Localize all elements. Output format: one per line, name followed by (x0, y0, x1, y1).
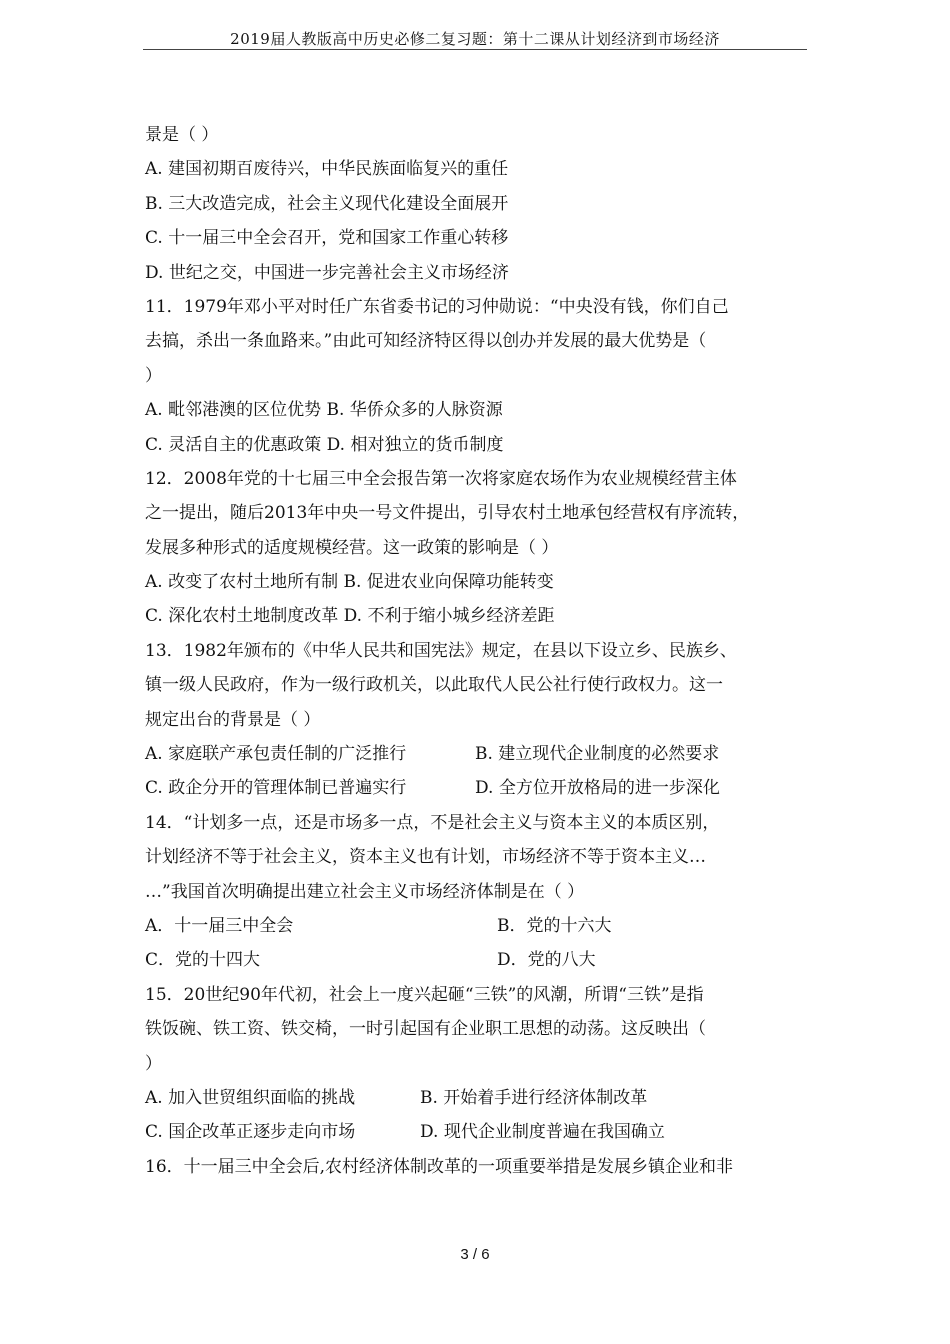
text-line: 景是（ ） (145, 125, 219, 145)
text-line: C. 深化农村土地制度改革 D. 不利于缩小城乡经济差距 (145, 606, 555, 627)
text-line: 之一提出，随后2013年中央一号文件提出，引导农村土地承包经营权有序流转， (145, 503, 750, 524)
text-line: 13．1982年颁布的《中华人民共和国宪法》规定，在县以下设立乡、民族乡、 (145, 640, 737, 661)
text-line: 16．十一届三中全会后,农村经济体制改革的一项重要举措是发展乡镇企业和非 (145, 1156, 734, 1177)
text-line: 15．20世纪90年代初，社会上一度兴起砸“三铁”的风潮，所谓“三铁”是指 (145, 984, 704, 1005)
option-row (145, 1115, 815, 1149)
text-line: B. 三大改造完成，社会主义现代化建设全面展开 (145, 193, 509, 214)
option-left: A. 家庭联产承包责任制的广泛推行 (145, 744, 407, 765)
text-line: C. 十一届三中全会召开，党和国家工作重心转移 (145, 228, 509, 249)
option-right: B．党的十六大 (497, 915, 612, 936)
header-divider (143, 49, 807, 50)
text-line: 规定出台的背景是（ ） (145, 709, 321, 730)
option-right: B. 建立现代企业制度的必然要求 (475, 744, 720, 765)
text-line: A. 毗邻港澳的区位优势 B. 华侨众多的人脉资源 (145, 400, 503, 421)
text-line: C. 灵活自主的优惠政策 D. 相对独立的货币制度 (145, 434, 504, 455)
text-line: D. 世纪之交，中国进一步完善社会主义市场经济 (145, 262, 509, 283)
text-line: ） (145, 365, 162, 386)
text-line: ） (145, 1053, 162, 1074)
option-row (145, 737, 815, 771)
option-right: D. 全方位开放格局的进一步深化 (475, 778, 720, 799)
option-left: C. 政企分开的管理体制已普遍实行 (145, 778, 407, 799)
document-body (145, 118, 815, 1184)
text-line: 12．2008年党的十七届三中全会报告第一次将家庭农场作为农业规模经营主体 (145, 468, 737, 489)
option-row (145, 909, 815, 943)
text-line: …”我国首次明确提出建立社会主义市场经济体制是在（ ） (145, 881, 585, 902)
text-line: 镇一级人民政府，作为一级行政机关，以此取代人民公社行使行政权力。这一 (145, 675, 723, 696)
text-line: 发展多种形式的适度规模经营。这一政策的影响是（ ） (145, 537, 559, 558)
page-number: 3 / 6 (460, 1246, 490, 1263)
text-line: 去搞，杀出一条血路来。”由此可知经济特区得以创办并发展的最大优势是（ (145, 331, 707, 352)
option-right: D．党的八大 (497, 950, 596, 971)
text-line: 11．1979年邓小平对时任广东省委书记的习仲勋说：“中央没有钱，你们自己 (145, 296, 729, 317)
option-row (145, 943, 815, 977)
page-header: 2019届人教版高中历史必修二复习题：第十二课从计划经济到市场经济 (230, 30, 720, 48)
option-left: C．党的十四大 (145, 950, 261, 971)
text-line: A. 建国初期百废待兴，中华民族面临复兴的重任 (145, 159, 509, 180)
option-left: A. 加入世贸组织面临的挑战 (145, 1087, 356, 1108)
option-row (145, 1081, 815, 1115)
option-left: A．十一届三中全会 (145, 915, 294, 936)
option-left: C. 国企改革正逐步走向市场 (145, 1122, 356, 1143)
text-line: 计划经济不等于社会主义，资本主义也有计划，市场经济不等于资本主义… (145, 847, 706, 868)
text-line: A. 改变了农村土地所有制 B. 促进农业向保障功能转变 (145, 572, 554, 593)
option-row (145, 771, 815, 805)
option-right: D. 现代企业制度普遍在我国确立 (420, 1122, 665, 1143)
option-right: B. 开始着手进行经济体制改革 (420, 1087, 648, 1108)
text-line: 14．“计划多一点，还是市场多一点，不是社会主义与资本主义的本质区别， (145, 812, 720, 833)
text-line: 铁饭碗、铁工资、铁交椅，一时引起国有企业职工思想的动荡。这反映出（ (145, 1019, 706, 1040)
